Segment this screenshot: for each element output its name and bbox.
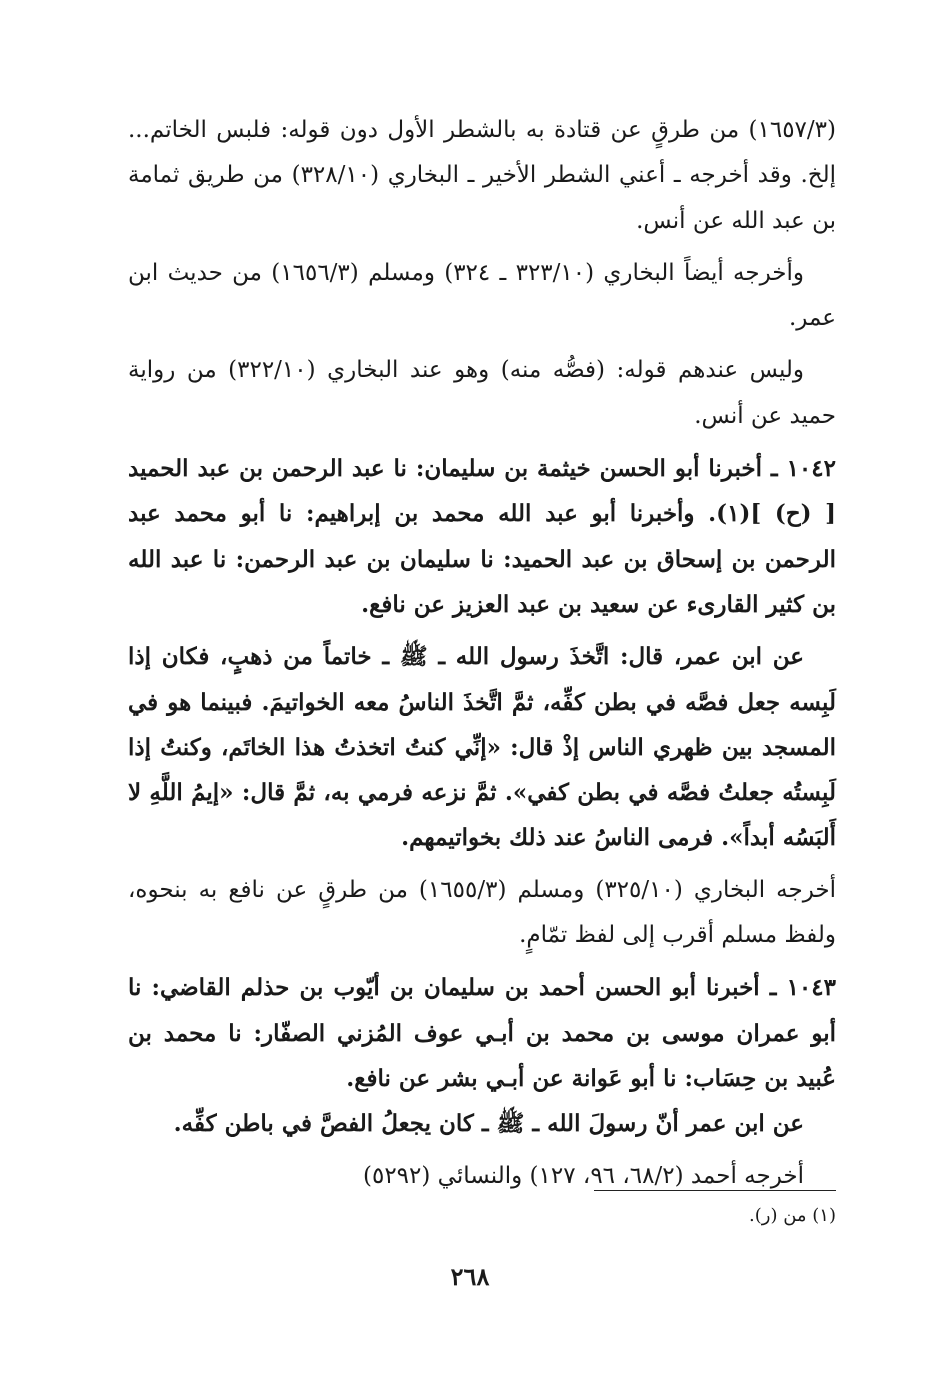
takhrij-paragraph-2: وأخرجه أيضاً البخاري (٣٢٣/١٠ ـ ٣٢٤) ومسلم (١٦٥٦/٣) من حديث ابن عمر. (128, 259, 836, 332)
hadith-1043-matn: عن ابن عمر أنّ رسولَ الله ـ ﷺ ـ كان يجعلُ الفصَّ في باطن كفِّه. (173, 1110, 804, 1138)
hadith-1042-isnad: ١٠٤٢ ـ أخبرنا أبو الحسن خيثمة بن سليمان: نا عبد الرحمن بن عبد الحميد [ (ح) ](١). وأخبرنا أبو عبد الله محمد بن إبراهيم: نا أبو محمد عبد الرحمن بن إسحاق بن عبد الحميد: نا سليمان بن عبد الرحمن: نا عبد الله بن كثير القارىء عن سعيد بن عبد العزيز عن نافع. (128, 455, 836, 618)
main-text (128, 108, 836, 1199)
takhrij-paragraph-1: (١٦٥٧/٣) من طرقٍ عن قتادة به بالشطر الأول دون قوله: فلبس الخاتم... إلخ. وقد أخرجه ـ أعني الشطر الأخير ـ البخاري (٣٢٨/١٠) من طريق ثمامة بن عبد الله عن أنس. (128, 117, 836, 234)
footnote: (١) من (ر). (749, 1205, 836, 1226)
page-number: ٢٦٨ (450, 1262, 490, 1291)
footnote-divider (594, 1190, 836, 1191)
hadith-1042-takhrij: أخرجه البخاري (٣٢٥/١٠) ومسلم (١٦٥٥/٣) من طرقٍ عن نافع به بنحوه، ولفظ مسلم أقرب إلى لفظ تمّامٍ. (128, 876, 837, 949)
hadith-1042-matn: عن ابن عمر، قال: اتَّخذَ رسول الله ـ ﷺ ـ خاتماً من ذهبٍ، فكان إذا لَبِسه جعل فصَّه في بطن كفِّه، ثمَّ اتَّخذَ الناسُ معه الخواتيمَ. فبينما هو في المسجد بين ظهري الناس إذْ قال: «إنِّي كنتُ اتخذتُ هذا الخاتَم، وكنتُ إذا لَبِستُه جعلتُ فصَّه في بطن كفي». ثمَّ نزعه فرمي به، ثمَّ قال: «إيمُ اللَّهِ لا أَلبَسُه أبداً». فرمى الناسُ عند ذلك بخواتيمهم. (128, 643, 836, 852)
hadith-1043-takhrij: أخرجه أحمد (٦٨/٢، ٩٦، ١٢٧) والنسائي (٥٢٩٢) (362, 1162, 804, 1189)
takhrij-paragraph-3: وليس عندهم قوله: (فصُّه منه) وهو عند البخاري (٣٢٢/١٠) من رواية حميد عن أنس. (128, 357, 836, 429)
hadith-1043-isnad: ١٠٤٣ ـ أخبرنا أبو الحسن أحمد بن سليمان بن أيّوب بن حذلم القاضي: نا أبو عمران موسى بن محمد بن أبـي عوف المُزني الصفّار: نا محمد بن عُبيد بن حِسَاب: نا أبو عَوانة عن أبـي بشر عن نافع. (128, 974, 836, 1092)
